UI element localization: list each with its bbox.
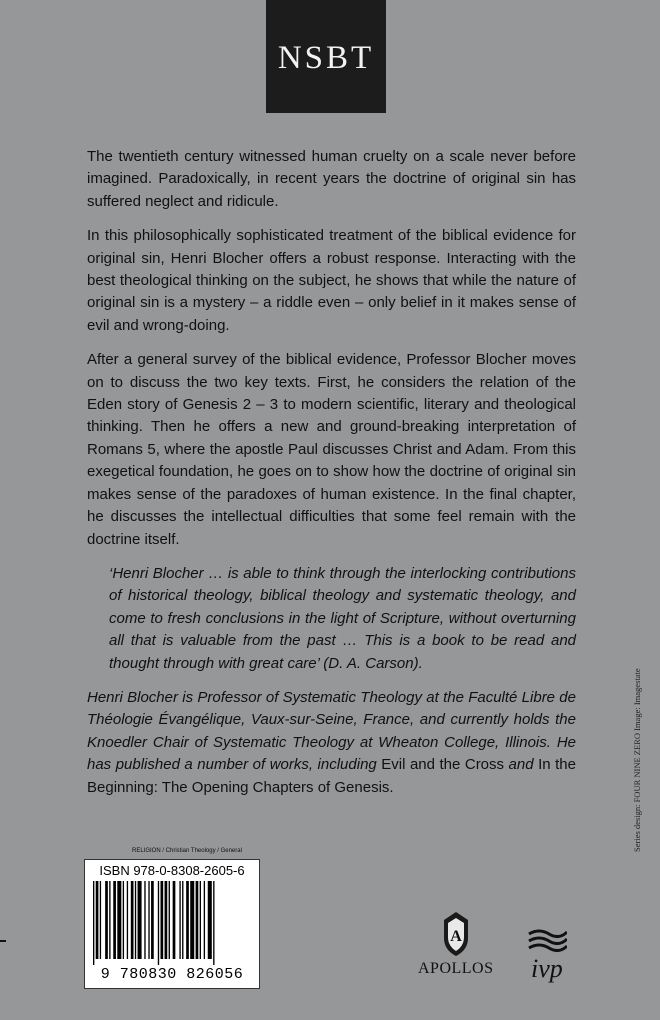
bio-and: and bbox=[504, 756, 539, 774]
shield-letter: A bbox=[450, 928, 462, 945]
trim-mark bbox=[0, 940, 6, 942]
barcode-panel bbox=[84, 859, 260, 989]
category-label: RELIGION / Christian Theology / General bbox=[132, 848, 242, 854]
barcode-bars bbox=[93, 881, 251, 965]
series-logo-text: NSBT bbox=[277, 40, 375, 76]
ivp-publisher: ivp bbox=[531, 954, 563, 983]
paragraph-2: In this philosophically sophisticated treatment of the biblical evidence for original sin, Henri Blocher offers a robust response. Interacting with the best theological thinking on the subject, he shows that while the nature of original sin is a mystery – a riddle even – only belief in it makes sense of evil and wrong-doing. bbox=[87, 227, 576, 334]
apollos-shield-icon bbox=[438, 910, 474, 958]
isbn-label: ISBN 978-0-8308-2605-6 bbox=[99, 863, 245, 878]
design-credit: Series design: FOUR NINE ZERO Image: Imagestate bbox=[632, 668, 642, 852]
author-bio bbox=[87, 687, 576, 799]
apollos-publisher: APOLLOS bbox=[418, 960, 494, 977]
bio-end: . bbox=[389, 778, 394, 796]
bio-text: Henri Blocher is Professor of Systematic Theology at the Faculté Libre de Théologie Évangélique, Vaux-sur-Seine, France, and currently holds the Knoedler Chair of Systematic Theology at Wheaton College, Illinois. He has published a number of works, including bbox=[87, 688, 576, 774]
endorsement-quote: ‘Henri Blocher … is able to think through the interlocking contributions of historical theology, biblical theology and systematic theology, and come to fresh conclusions in the light of Scripture, without overturning all that is valuable from the past … This is a book to be read and thought through with great care’ (D. A. Carson). bbox=[109, 564, 576, 672]
book-title-1: Evil and the Cross bbox=[381, 756, 505, 774]
ivp-waves-icon bbox=[527, 926, 567, 954]
barcode-digits: 9 780830 826056 bbox=[100, 966, 244, 983]
book-title-2: In the Beginning: The Opening Chapters of Genesis bbox=[87, 756, 576, 796]
back-cover-text bbox=[87, 146, 576, 811]
series-logo-block bbox=[266, 0, 386, 113]
paragraph-3: After a general survey of the biblical evidence, Professor Blocher moves on to discuss the two key texts. First, he considers the relation of the Eden story of Genesis 2 – 3 to modern scientific, literary and theological thinking. Then he offers a new and ground-breaking interpretation of Romans 5, where the apostle Paul discusses Christ and Adam. From this exegetical foundation, he goes on to show how the doctrine of original sin makes sense of the paradoxes of human existence. In the final chapter, he discusses the intellectual difficulties that some feel remain with the doctrine itself. bbox=[87, 351, 576, 548]
paragraph-1: The twentieth century witnessed human cruelty on a scale never before imagined. Paradoxically, in recent years the doctrine of original sin has suffered neglect and ridicule. bbox=[87, 148, 576, 210]
